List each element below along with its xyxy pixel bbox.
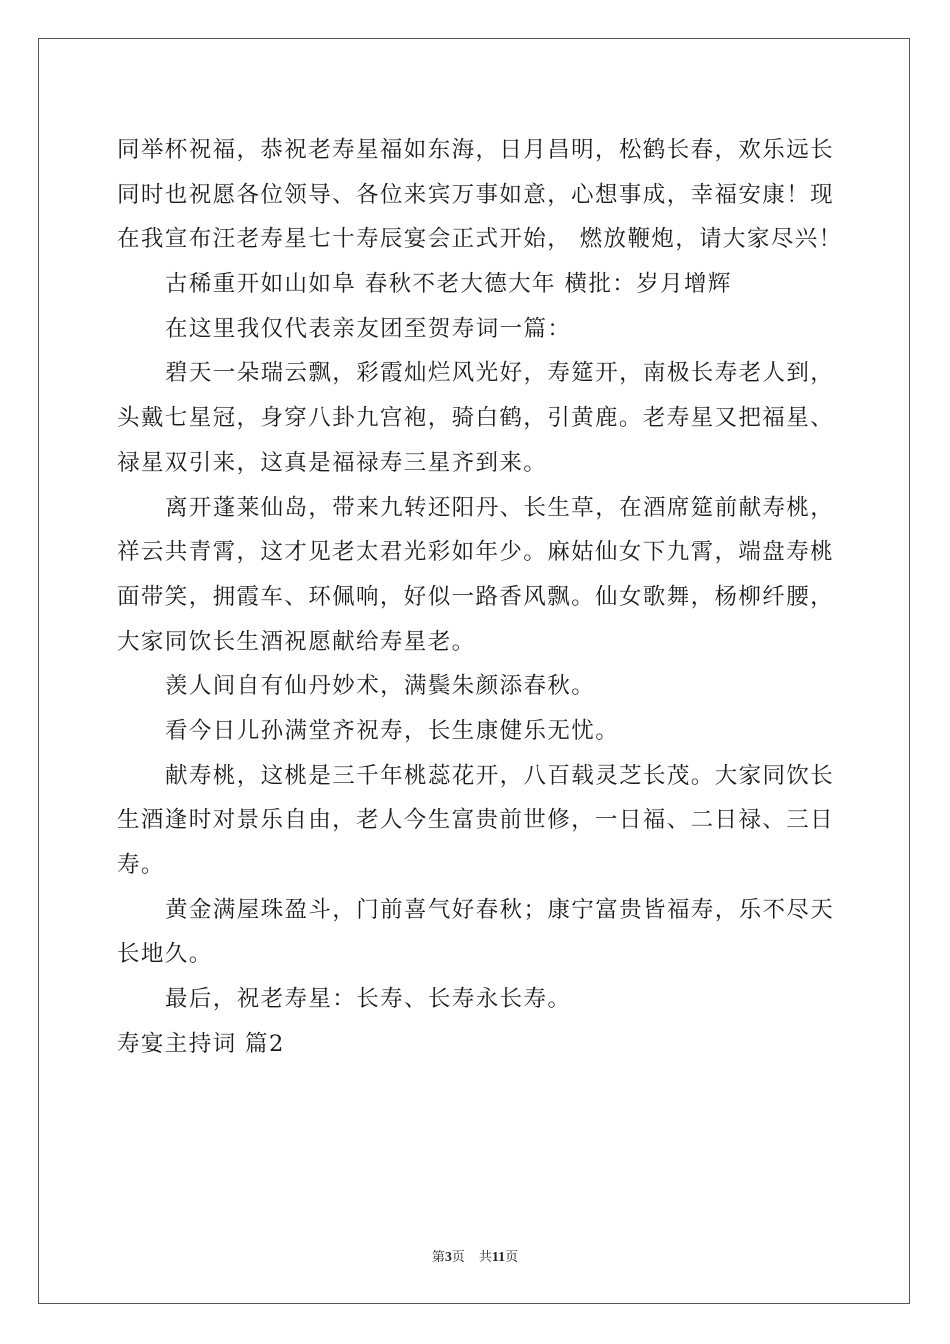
body-line: 同时也祝愿各位领导、各位来宾万事如意，心想事成，幸福安康！现 (117, 181, 835, 208)
body-line: 离开蓬莱仙岛，带来九转还阳丹、长生草，在酒席筵前献寿桃， (165, 494, 835, 521)
total-pages-count: 11 (491, 1250, 506, 1265)
body-line: 献寿桃，这桃是三千年桃蕊花开，八百载灵芝长茂。大家同饮长 (165, 762, 835, 789)
body-line: 面带笑，拥霞车、环佩响，好似一路香风飘。仙女歌舞，杨柳纤腰， (117, 583, 835, 610)
body-line: 头戴七星冠，身穿八卦九宫袍，骑白鹤，引黄鹿。老寿星又把福星、 (117, 405, 835, 432)
body-line: 寿。 (117, 852, 165, 878)
couplet-line: 古稀重开如山如阜 春秋不老大德大年 横批：岁月增辉 (165, 271, 732, 298)
body-line: 最后，祝老寿星：长寿、长寿永长寿。 (165, 986, 572, 1013)
body-line: 禄星双引来，这真是福禄寿三星齐到来。 (117, 449, 548, 476)
body-line: 长地久。 (117, 941, 213, 968)
page-footer (0, 1246, 950, 1266)
body-line: 祥云共青霄，这才见老太君光彩如年少。麻姑仙女下九霄，端盘寿桃 (117, 539, 835, 566)
document-body (117, 128, 843, 1066)
total-pages-suffix: 页 (505, 1250, 519, 1265)
section-heading: 寿宴主持词 篇2 (117, 1030, 285, 1057)
body-line: 在我宣布汪老寿星七十寿辰宴会正式开始， 燃放鞭炮，请大家尽兴！ (117, 226, 843, 253)
page-number-prefix: 第 (431, 1250, 445, 1265)
body-line: 同举杯祝福，恭祝老寿星福如东海，日月昌明，松鹤长春，欢乐远长 (117, 137, 835, 163)
page-number-suffix: 页 (451, 1250, 465, 1265)
body-line: 看今日儿孙满堂齐祝寿，长生康健乐无忧。 (165, 717, 620, 744)
body-line: 羡人间自有仙丹妙术，满鬓朱颜添春秋。 (165, 673, 596, 700)
page-number-current: 3 (444, 1250, 452, 1265)
total-pages-prefix: 共 (478, 1250, 492, 1265)
body-line: 大家同饮长生酒祝愿献给寿星老。 (117, 628, 476, 655)
body-line: 碧天一朵瑞云飘，彩霞灿烂风光好，寿筵开，南极长寿老人到， (165, 360, 835, 387)
body-line: 黄金满屋珠盈斗，门前喜气好春秋；康宁富贵皆福寿，乐不尽天 (165, 896, 835, 923)
body-line: 生酒逢时对景乐自由，老人今生富贵前世修，一日福、二日禄、三日 (117, 807, 835, 834)
body-line: 在这里我仅代表亲友团至贺寿词一篇： (165, 315, 572, 342)
